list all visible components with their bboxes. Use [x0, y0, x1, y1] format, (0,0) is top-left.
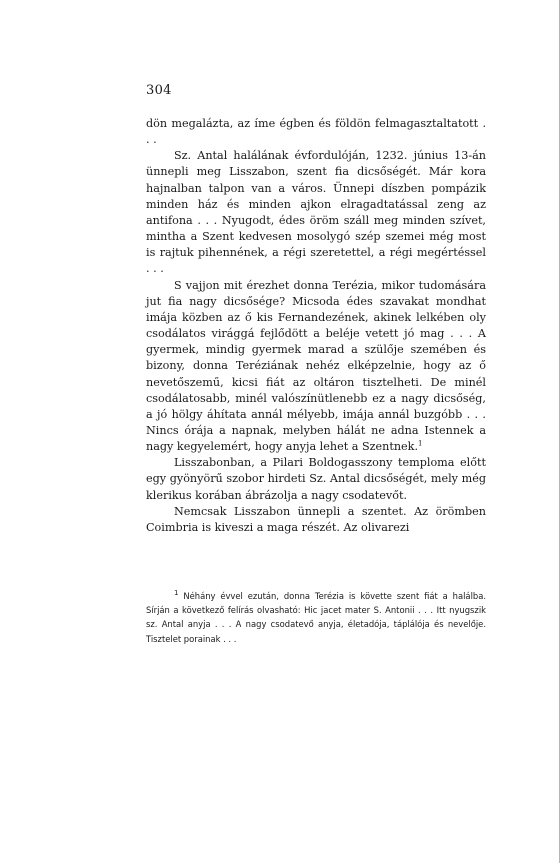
footnote-text: Néhány évvel ezután, donna Terézia is követte szent fiát a halálba. Sírján a következő felírás olvasható: Hic jacet mater S. Antonii . . . Itt nyugszik sz. Antal anyja . . . A nagy csodatevő anyja, életadója, táplálója és nevelője. Tisztelet porainak . . . — [146, 591, 487, 644]
body-text — [146, 116, 486, 536]
paragraph-4: Lisszabonban, a Pilari Boldogasszony temploma előtt egy gyönyörű szobor hirdeti Sz. Antal dicsőségét, mely még klerikus korában ábrázolja a nagy csodatevőt. — [146, 456, 486, 502]
page-number: 304 — [146, 83, 172, 98]
footnote-1 — [146, 589, 486, 646]
footnotes — [146, 589, 486, 646]
paragraph-1: dön megalázta, az íme égben és földön felmagasztaltatott . . . — [146, 117, 486, 147]
footnote-marker: 1 — [174, 589, 179, 598]
paragraph-3 — [146, 278, 486, 456]
paragraph-2: Sz. Antal halálának évfordulóján, 1232. június 13-án ünnepli meg Lisszabon, szent fia dicsőségét. Már kora hajnalban talpon van a város. Ünnepi díszben pompázik minden ház és minden ajkon elragadtatással zeng az antifona . . . Nyugodt, édes öröm száll meg minden szívet, mintha a Szent kedvesen mosolygó szép szemei még most is rajtuk pihennének, a régi szeretettel, a régi megértéssel . . . — [146, 149, 486, 276]
paragraph-3-text: S vajjon mit érezhet donna Terézia, mikor tudomására jut fia nagy dicsősége? Micsoda édes szavakat mondhat imája közben az ő kis Fernandezének, akinek lelkében oly csodálatos virággá fejlődött a beléje vetett jó mag . . . A gyermek, mindig gyermek marad a szülője szemében és bizony, donna Teréziának nehéz elképzelnie, hogy az ő nevetőszemű, kicsi fiát az oltáron tisztelheti. De minél csodálatosabb, minél valószínütlenebb ez a nagy dicsőség, a jó hölgy áhítata annál mélyebb, imája annál buzgóbb . . . Nincs órája a napnak, melyben hálát ne adna Istennek a nagy kegyelemért, hogy anyja lehet a Szentnek. — [146, 278, 486, 454]
footnote-reference: 1 — [418, 439, 423, 448]
paragraph-5: Nemcsak Lisszabon ünnepli a szentet. Az örömben Coimbria is kiveszi a maga részét. Az olivarezi — [146, 504, 486, 534]
